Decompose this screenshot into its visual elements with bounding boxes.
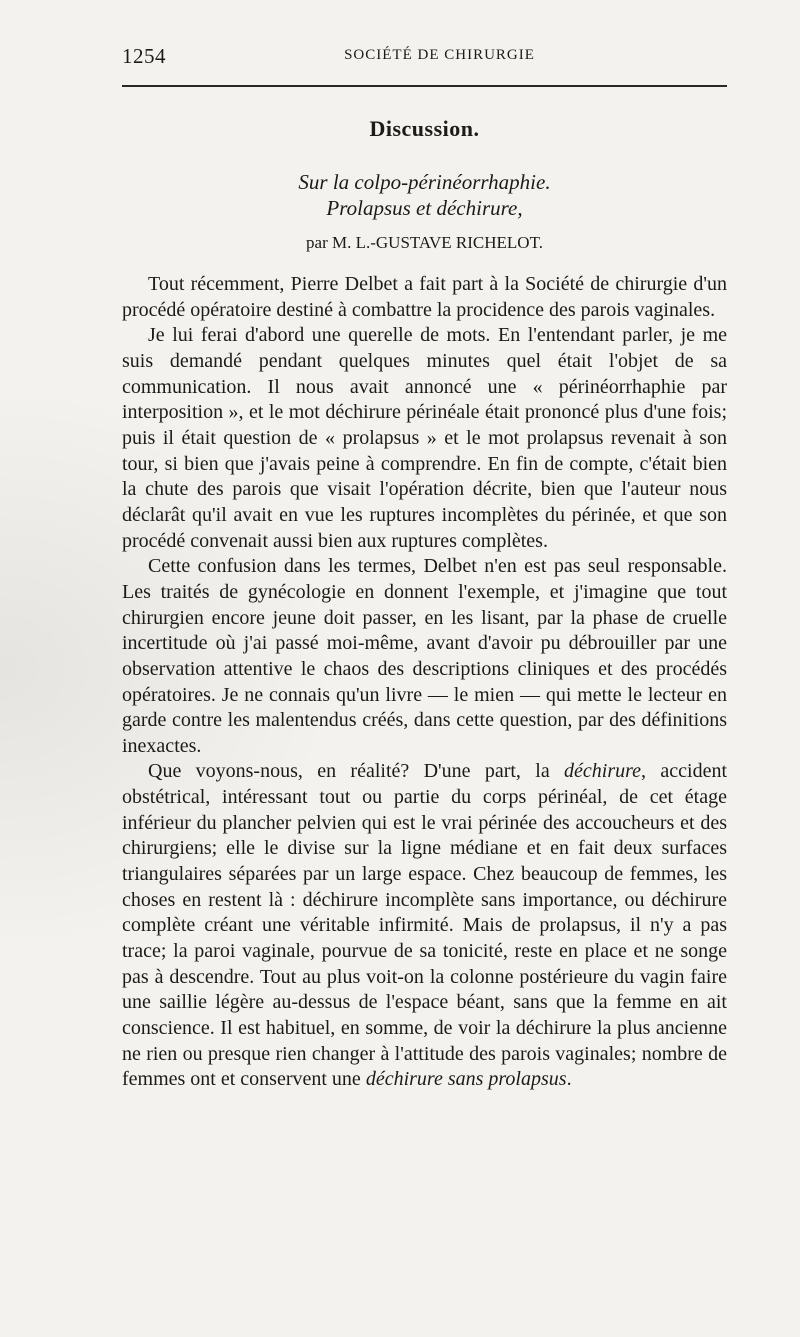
paragraph: Cette confusion dans les termes, Delbet n'en est pas seul responsable. Les traités de gynécologie en donnent l'exemple, et j'imagine que tout chirurgien encore jeune doit passer, en les lisant, par la phase de cruelle incertitude où j'ai passé moi-même, avant d'avoir pu débrouiller par une observation attentive le chaos des descriptions cliniques et des procédés opératoires. Je ne connais qu'un livre — le mien — qui mette le lecteur en garde contre les malentendus créés, dans cette question, par des définitions inexactes. — [122, 555, 727, 757]
emphasis-term: déchirure — [564, 760, 642, 783]
paragraph: Tout récemment, Pierre Delbet a fait part à la Société de chirurgie d'un procédé opératoire destiné à combattre la procidence des parois vaginales. — [122, 273, 727, 321]
paragraph-text: , accident obstétrical, intéressant tout ou partie du corps périnéal, de cet étage inférieur du plancher pelvien qui est le vrai périnée des accoucheurs et des chirurgiens; elle le divise sur la ligne médiane et en fait deux surfaces triangulaires séparées par un large espace. Chez beaucoup de femmes, les choses en restent là : déchirure incomplète sans importance, ou déchirure complète créant une véritable infirmité. Mais de prolapsus, il n'y a pas trace; la paroi vaginale, pourvue de sa tonicité, reste en place et ne songe pas à descendre. Tout au plus voit-on la colonne postérieure du vagin faire une saillie légère au-dessus de l'espace béant, sans que la femme en ait conscience. Il est habituel, en somme, de voir la déchirure la plus ancienne ne rien ou presque rien changer à l'attitude des parois vaginales; nombre de femmes ont et conservent une — [122, 760, 727, 1091]
running-head — [122, 44, 727, 68]
subtitle-topic: Sur la colpo-périnéorrhaphie. — [298, 170, 551, 194]
header-rule — [122, 85, 727, 87]
paragraph — [122, 759, 727, 1093]
paragraph-text: . — [566, 1068, 572, 1091]
paragraph-text: Que voyons-nous, en réalité? D'une part, la — [148, 760, 565, 783]
article-body — [122, 272, 727, 1093]
running-title: SOCIÉTÉ DE CHIRURGIE — [344, 47, 535, 63]
section-heading: Discussion. — [369, 116, 480, 141]
paragraph: Je lui ferai d'abord une querelle de mots. En l'entendant parler, je me suis demandé pendant quelques minutes quel était l'objet de sa communication. Il nous avait annoncé une « périnéorrhaphie par interposition », et le mot déchirure périnéale était prononcé plus d'une fois; puis il était question de « prolapsus » et le mot prolapsus revenait à son tour, si bien que j'avais peine à comprendre. En fin de compte, c'était bien la chute des parois que visait l'opération décrite, bien que l'auteur nous déclarât qu'il avait en vue les ruptures incomplètes du périnée, et que son procédé convenait aussi bien aux ruptures complètes. — [122, 324, 727, 552]
subtitle-subtopic: Prolapsus et déchirure, — [326, 196, 523, 220]
page-number: 1254 — [122, 44, 166, 68]
author-byline: par M. L.-GUSTAVE RICHELOT. — [306, 233, 543, 252]
emphasis-term: déchirure sans prolapsus — [365, 1068, 567, 1091]
